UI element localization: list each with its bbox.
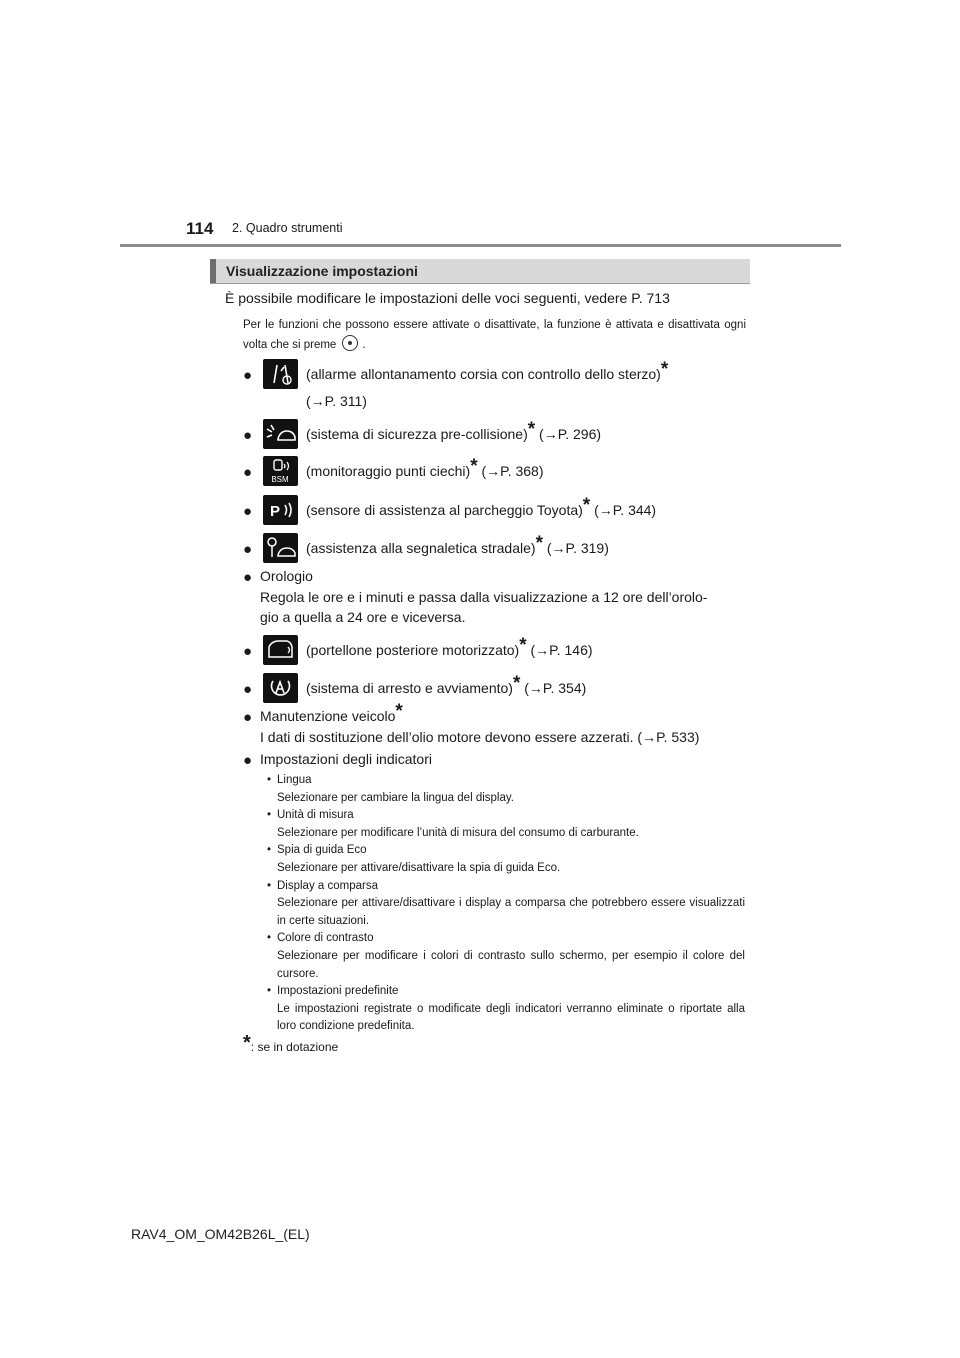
- star-mark: *: [470, 456, 478, 477]
- star-mark: *: [519, 635, 527, 656]
- document-code: RAV4_OM_OM42B26L_(EL): [131, 1226, 310, 1242]
- sub-item-desc: Selezionare per modificare i colori di contrasto sullo schermo, per esempio il colore del cursore.: [277, 949, 745, 980]
- item-ref: (→P. 296): [539, 426, 602, 442]
- intro-text: È possibile modificare le impostazioni delle voci seguenti, vedere P. 713: [225, 290, 670, 306]
- dial-button-icon: [342, 335, 358, 351]
- item-text: (sensore di assistenza al parcheggio Toyota): [306, 502, 583, 518]
- sub-bullet: •: [267, 879, 272, 892]
- bsm-icon-label: BSM: [271, 475, 289, 484]
- sub-item-desc: Le impostazioni registrate o modificate degli indicatori verranno eliminate o riportate alla loro condizione predefinita.: [277, 1002, 745, 1033]
- item-ref: (→P. 368): [481, 463, 544, 479]
- item-ref: (→P. 354): [524, 680, 587, 696]
- item-parking-label: [306, 495, 657, 518]
- star-mark: *: [582, 495, 591, 516]
- star-mark: *: [395, 701, 403, 722]
- bullet-icon: ●: [243, 643, 253, 660]
- power-back-door-icon: [263, 635, 298, 665]
- item-clock-desc-line2: gio a quella a 24 ore e viceversa.: [260, 609, 466, 625]
- sub-bullet: •: [267, 774, 272, 786]
- item-text: (allarme allontanamento corsia con controllo dello sterzo): [306, 366, 661, 382]
- sub-bullet: •: [267, 985, 272, 998]
- sub-bullet: •: [267, 932, 272, 945]
- pre-collision-icon: [263, 419, 298, 449]
- bsm-icon: [263, 456, 298, 486]
- parking-sensor-icon: [263, 495, 298, 525]
- item-indicator-settings-title: Impostazioni degli indicatori: [260, 751, 432, 767]
- list-item: [267, 878, 745, 931]
- item-text: (sistema di sicurezza pre-collisione): [306, 426, 528, 442]
- star-mark: *: [660, 359, 669, 380]
- item-text: (assistenza alla segnaletica stradale): [306, 540, 536, 556]
- stop-start-icon: [263, 673, 298, 703]
- item-pre-collision-label: [306, 419, 602, 442]
- sub-item-desc: Selezionare per modificare l’unità di misura del consumo di carburante.: [277, 826, 639, 839]
- star-mark: *: [527, 419, 536, 440]
- note-text: [243, 316, 746, 355]
- item-road-sign-label: [306, 533, 609, 556]
- sub-bullet: •: [267, 844, 272, 857]
- list-item: [267, 842, 745, 877]
- item-stop-start-label: [306, 673, 587, 696]
- bullet-icon: ●: [243, 752, 253, 769]
- item-maintenance-title: [260, 701, 403, 724]
- section-header-bar: [210, 259, 750, 283]
- star-mark: *: [535, 533, 543, 554]
- sub-item-title: Colore di contrasto: [277, 932, 374, 945]
- list-item: [267, 930, 745, 983]
- chapter-title: 2. Quadro strumenti: [232, 221, 343, 235]
- item-ref: (→P. 319): [546, 540, 609, 556]
- lane-departure-steering-icon: [263, 359, 298, 389]
- footnote-text: : se in dotazione: [250, 1040, 339, 1054]
- item-text: (sistema di arresto e avviamento): [306, 680, 513, 696]
- sub-bullet: •: [267, 809, 272, 822]
- section-underline: [210, 283, 750, 284]
- list-item: [267, 772, 745, 807]
- sub-item-title: Display a comparsa: [277, 879, 378, 892]
- item-maintenance-desc: I dati di sostituzione dell’olio motore devono essere azzerati. (→P. 533): [260, 729, 700, 745]
- svg-text:P: P: [269, 503, 281, 520]
- sub-item-desc: Selezionare per attivare/disattivare i display a comparsa che potrebbero essere visualizzati in certe situazioni.: [277, 897, 745, 927]
- item-clock-desc-line1: Regola le ore e i minuti e passa dalla visualizzazione a 12 ore dell’orolo-: [260, 589, 708, 605]
- section-title: Visualizzazione impostazioni: [226, 263, 418, 279]
- list-item: [267, 983, 745, 1036]
- header-rule: [120, 244, 841, 247]
- list-item: [267, 807, 745, 842]
- sub-item-desc: Selezionare per attivare/disattivare la spia di guida Eco.: [277, 861, 561, 874]
- item-bsm-label: [306, 456, 544, 479]
- bullet-icon: ●: [243, 569, 253, 586]
- item-ref: (→P. 344): [594, 502, 657, 518]
- note-text-end: .: [362, 339, 366, 351]
- sub-item-title: Unità di misura: [277, 809, 354, 822]
- bullet-icon: ●: [243, 367, 253, 384]
- footnote: [243, 1032, 339, 1054]
- item-lane-departure-label: [306, 359, 669, 382]
- bullet-icon: ●: [243, 427, 253, 444]
- star-mark: *: [243, 1032, 251, 1054]
- sub-item-desc: Selezionare per cambiare la lingua del display.: [277, 791, 514, 804]
- item-text: Manutenzione veicolo: [260, 708, 396, 724]
- item-clock-title: Orologio: [260, 568, 313, 584]
- note-text-main: Per le funzioni che possono essere attivate o disattivate, la funzione è attivata e disattivata ogni volta che si preme: [243, 319, 746, 351]
- item-text: (monitoraggio punti ciechi): [306, 463, 471, 479]
- bullet-icon: ●: [243, 503, 253, 520]
- bullet-icon: ●: [243, 681, 253, 698]
- page-number: 114: [186, 219, 214, 238]
- bullet-icon: ●: [243, 709, 253, 726]
- sub-item-title: Impostazioni predefinite: [277, 985, 399, 998]
- star-mark: *: [512, 673, 521, 694]
- sub-item-title: Spia di guida Eco: [277, 844, 367, 857]
- bullet-icon: ●: [243, 541, 253, 558]
- item-back-door-label: [306, 635, 593, 658]
- sub-item-title: Lingua: [277, 774, 312, 786]
- bullet-icon: ●: [243, 464, 253, 481]
- item-lane-departure-ref: (→P. 311): [306, 393, 367, 409]
- road-sign-assist-icon: [263, 533, 298, 563]
- indicator-settings-list: [267, 772, 745, 1036]
- item-text: (portellone posteriore motorizzato): [306, 642, 520, 658]
- item-ref: (→P. 146): [530, 642, 593, 658]
